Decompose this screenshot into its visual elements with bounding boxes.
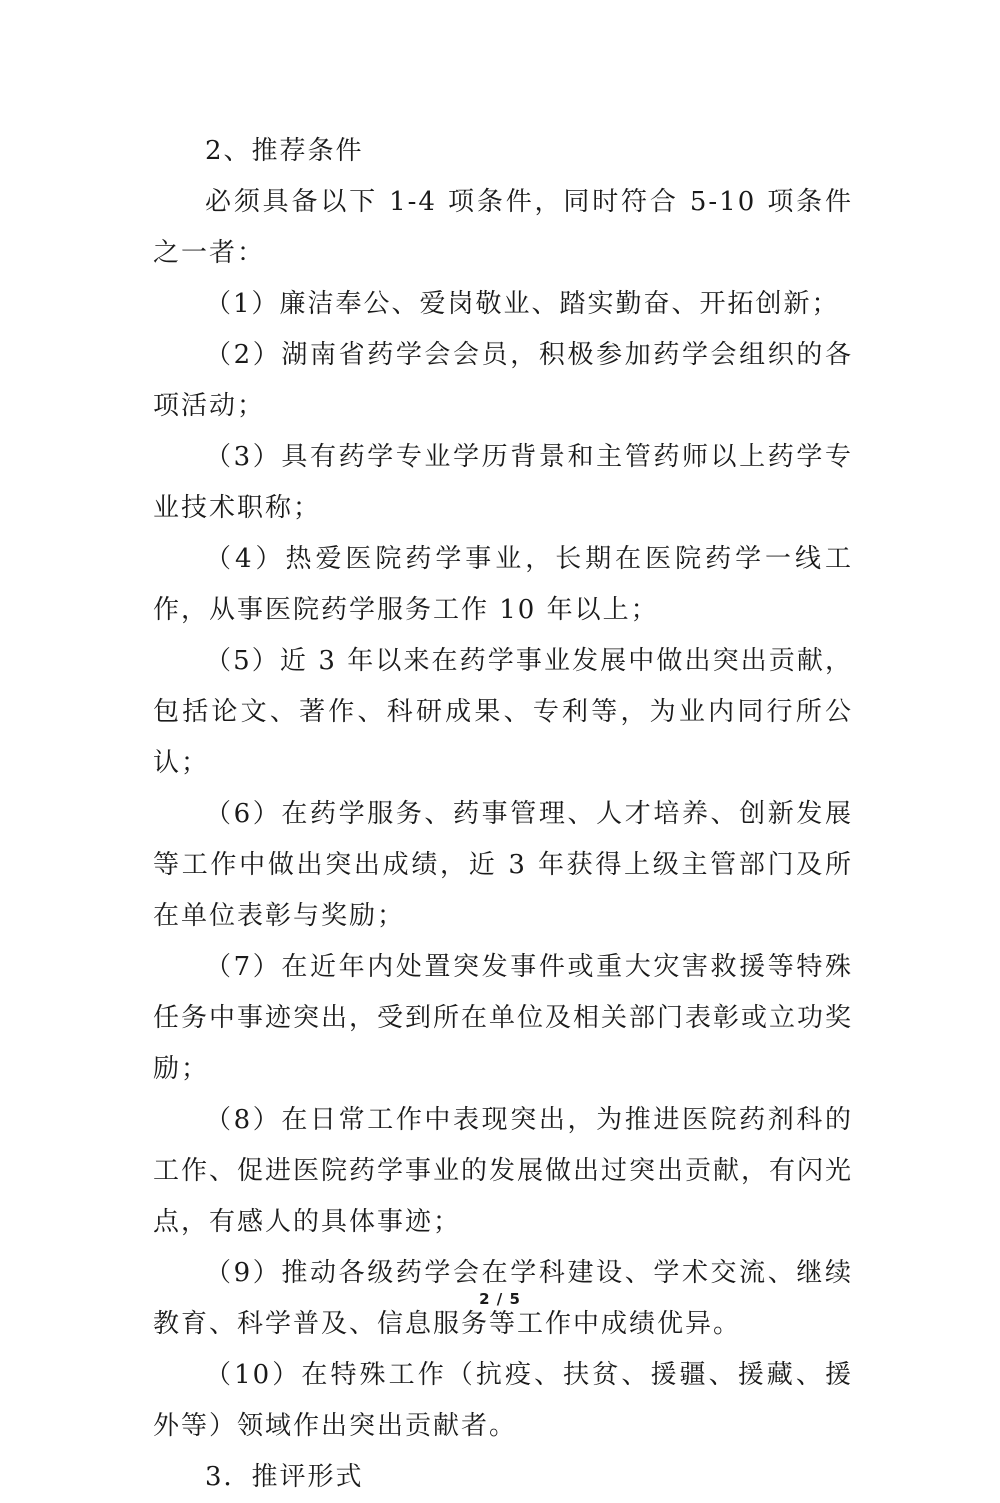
section-2-heading: 2、推荐条件 <box>205 136 364 166</box>
condition-5: （5）近 3 年以来在药学事业发展中做出突出贡献，包括论文、著作、科研成果、专利等，为业内同行所公认； <box>153 646 853 778</box>
condition-10: （10）在特殊工作（抗疫、扶贫、援疆、援藏、援外等）领域作出突出贡献者。 <box>153 1360 853 1441</box>
condition-8: （8）在日常工作中表现突出，为推进医院药剂科的工作、促进医院药学事业的发展做出过突出贡献，有闪光点，有感人的具体事迹； <box>153 1105 854 1237</box>
condition-1: （1）廉洁奉公、爱岗敬业、踏实勤奋、开拓创新； <box>205 289 840 319</box>
condition-6: （6）在药学服务、药事管理、人才培养、创新发展等工作中做出突出成绩，近 3 年获得上级主管部门及所在单位表彰与奖励； <box>153 799 853 931</box>
condition-3: （3）具有药学专业学历背景和主管药师以上药学专业技术职称； <box>153 442 853 523</box>
condition-2: （2）湖南省药学会会员，积极参加药学会组织的各项活动； <box>153 340 853 421</box>
condition-9: （9）推动各级药学会在学科建设、学术交流、继续教育、科学普及、信息服务等工作中成绩优异。 <box>153 1258 853 1339</box>
condition-4: （4）热爱医院药学事业，长期在医院药学一线工作，从事医院药学服务工作 10 年以上； <box>153 544 853 625</box>
intro-paragraph: 必须具备以下 1-4 项条件，同时符合 5-10 项条件之一者： <box>153 187 853 268</box>
page-number: 2 / 5 <box>479 1290 521 1308</box>
condition-7: （7）在近年内处置突发事件或重大灾害救援等特殊任务中事迹突出，受到所在单位及相关部门表彰或立功奖励； <box>153 952 854 1084</box>
section-3-heading: 3．推评形式 <box>205 1462 364 1492</box>
